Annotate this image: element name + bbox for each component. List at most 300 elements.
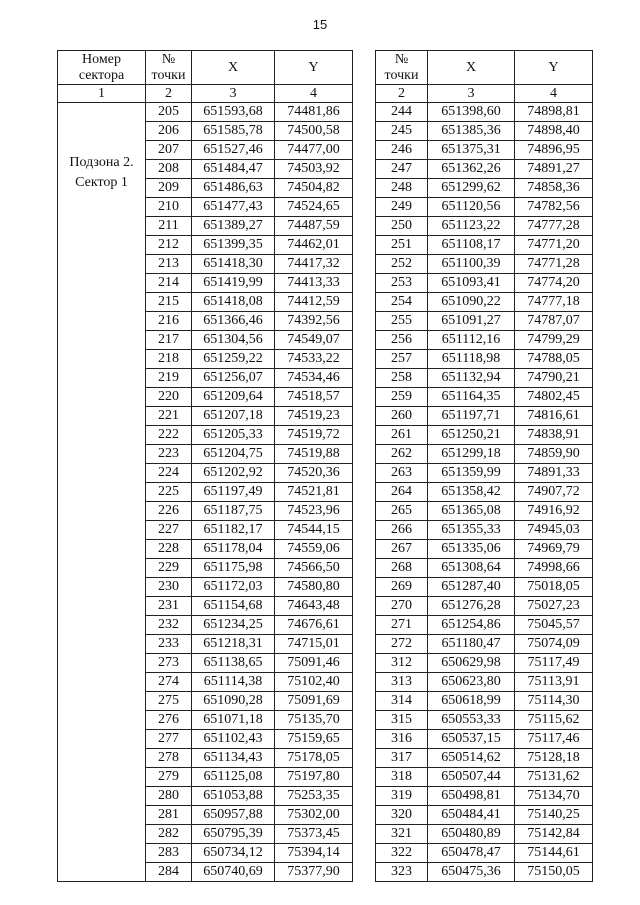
column-header: X	[192, 51, 275, 85]
table-row	[376, 312, 593, 331]
y-coordinate: 75134,70	[515, 787, 593, 806]
x-coordinate: 651053,88	[192, 787, 275, 806]
point-number: 255	[376, 312, 428, 331]
x-coordinate: 650480,89	[428, 825, 515, 844]
point-number: 277	[146, 730, 192, 749]
y-coordinate: 74907,72	[515, 483, 593, 502]
y-coordinate: 74477,00	[275, 141, 353, 160]
x-coordinate: 651362,26	[428, 160, 515, 179]
column-header: X	[428, 51, 515, 85]
table-row	[376, 445, 593, 464]
table-row	[376, 483, 593, 502]
y-coordinate: 74643,48	[275, 597, 353, 616]
point-number: 246	[376, 141, 428, 160]
point-number: 217	[146, 331, 192, 350]
y-coordinate: 74487,59	[275, 217, 353, 236]
x-coordinate: 651486,63	[192, 179, 275, 198]
point-number: 230	[146, 578, 192, 597]
point-number: 225	[146, 483, 192, 502]
x-coordinate: 651091,27	[428, 312, 515, 331]
x-coordinate: 651276,28	[428, 597, 515, 616]
table-row	[376, 521, 593, 540]
column-number-row	[376, 85, 593, 103]
table-row	[376, 559, 593, 578]
x-coordinate: 651209,64	[192, 388, 275, 407]
table-row	[376, 768, 593, 787]
y-coordinate: 74417,32	[275, 255, 353, 274]
y-coordinate: 74523,96	[275, 502, 353, 521]
point-number: 278	[146, 749, 192, 768]
y-coordinate: 74898,81	[515, 103, 593, 122]
x-coordinate: 651355,33	[428, 521, 515, 540]
point-number: 232	[146, 616, 192, 635]
x-coordinate: 650478,47	[428, 844, 515, 863]
x-coordinate: 651197,71	[428, 407, 515, 426]
point-number: 227	[146, 521, 192, 540]
y-coordinate: 74816,61	[515, 407, 593, 426]
point-number: 314	[376, 692, 428, 711]
y-coordinate: 74969,79	[515, 540, 593, 559]
point-number: 271	[376, 616, 428, 635]
y-coordinate: 74777,18	[515, 293, 593, 312]
x-coordinate: 651093,41	[428, 274, 515, 293]
table-row	[376, 122, 593, 141]
point-number: 218	[146, 350, 192, 369]
x-coordinate: 651385,36	[428, 122, 515, 141]
x-coordinate: 651299,18	[428, 445, 515, 464]
point-number: 229	[146, 559, 192, 578]
y-coordinate: 74998,66	[515, 559, 593, 578]
point-number: 258	[376, 369, 428, 388]
y-coordinate: 75113,91	[515, 673, 593, 692]
x-coordinate: 651335,06	[428, 540, 515, 559]
y-coordinate: 74891,27	[515, 160, 593, 179]
y-coordinate: 74518,57	[275, 388, 353, 407]
point-number: 250	[376, 217, 428, 236]
point-number: 282	[146, 825, 192, 844]
point-number: 206	[146, 122, 192, 141]
left-coordinates-table	[57, 50, 353, 882]
y-coordinate: 74771,28	[515, 255, 593, 274]
y-coordinate: 74534,46	[275, 369, 353, 388]
x-coordinate: 651100,39	[428, 255, 515, 274]
point-number: 264	[376, 483, 428, 502]
table-row	[376, 255, 593, 274]
x-coordinate: 651218,31	[192, 635, 275, 654]
x-coordinate: 650507,44	[428, 768, 515, 787]
x-coordinate: 651164,35	[428, 388, 515, 407]
table-row	[376, 160, 593, 179]
y-coordinate: 74771,20	[515, 236, 593, 255]
table-row	[376, 274, 593, 293]
table-row	[376, 692, 593, 711]
column-number-row	[58, 85, 353, 103]
point-number: 323	[376, 863, 428, 882]
x-coordinate: 650498,81	[428, 787, 515, 806]
x-coordinate: 650740,69	[192, 863, 275, 882]
point-number: 244	[376, 103, 428, 122]
y-coordinate: 75142,84	[515, 825, 593, 844]
y-coordinate: 74788,05	[515, 350, 593, 369]
x-coordinate: 650623,80	[428, 673, 515, 692]
table-row	[376, 673, 593, 692]
table-row	[376, 863, 593, 882]
x-coordinate: 650475,36	[428, 863, 515, 882]
y-coordinate: 75394,14	[275, 844, 353, 863]
point-number: 274	[146, 673, 192, 692]
point-number: 251	[376, 236, 428, 255]
y-coordinate: 74799,29	[515, 331, 593, 350]
y-coordinate: 74503,92	[275, 160, 353, 179]
y-coordinate: 74945,03	[515, 521, 593, 540]
point-number: 220	[146, 388, 192, 407]
x-coordinate: 651205,33	[192, 426, 275, 445]
x-coordinate: 651154,68	[192, 597, 275, 616]
point-number: 267	[376, 540, 428, 559]
column-header: Y	[515, 51, 593, 85]
table-row	[376, 388, 593, 407]
point-number: 228	[146, 540, 192, 559]
y-coordinate: 75114,30	[515, 692, 593, 711]
x-coordinate: 651108,17	[428, 236, 515, 255]
point-number: 284	[146, 863, 192, 882]
column-header: Номер сектора	[58, 51, 146, 85]
y-coordinate: 75253,35	[275, 787, 353, 806]
table-row	[376, 369, 593, 388]
table-row	[376, 179, 593, 198]
x-coordinate: 651090,22	[428, 293, 515, 312]
y-coordinate: 75102,40	[275, 673, 353, 692]
table-row	[376, 844, 593, 863]
table-row	[376, 749, 593, 768]
table-row	[376, 502, 593, 521]
point-number: 312	[376, 654, 428, 673]
x-coordinate: 651118,98	[428, 350, 515, 369]
point-number: 245	[376, 122, 428, 141]
x-coordinate: 651132,94	[428, 369, 515, 388]
y-coordinate: 75373,45	[275, 825, 353, 844]
point-number: 209	[146, 179, 192, 198]
x-coordinate: 650553,33	[428, 711, 515, 730]
x-coordinate: 651250,21	[428, 426, 515, 445]
header-row	[58, 51, 353, 85]
x-coordinate: 651204,75	[192, 445, 275, 464]
x-coordinate: 651375,31	[428, 141, 515, 160]
y-coordinate: 74520,36	[275, 464, 353, 483]
column-header: Y	[275, 51, 353, 85]
y-coordinate: 74549,07	[275, 331, 353, 350]
x-coordinate: 651259,22	[192, 350, 275, 369]
y-coordinate: 74715,01	[275, 635, 353, 654]
x-coordinate: 651197,49	[192, 483, 275, 502]
x-coordinate: 651234,25	[192, 616, 275, 635]
x-coordinate: 650537,15	[428, 730, 515, 749]
point-number: 231	[146, 597, 192, 616]
point-number: 215	[146, 293, 192, 312]
y-coordinate: 74838,91	[515, 426, 593, 445]
table-row	[376, 787, 593, 806]
x-coordinate: 651299,62	[428, 179, 515, 198]
table-row	[376, 293, 593, 312]
x-coordinate: 650629,98	[428, 654, 515, 673]
point-number: 273	[146, 654, 192, 673]
x-coordinate: 651125,08	[192, 768, 275, 787]
y-coordinate: 74676,61	[275, 616, 353, 635]
point-number: 268	[376, 559, 428, 578]
y-coordinate: 74891,33	[515, 464, 593, 483]
y-coordinate: 75131,62	[515, 768, 593, 787]
y-coordinate: 75115,62	[515, 711, 593, 730]
point-number: 272	[376, 635, 428, 654]
x-coordinate: 651175,98	[192, 559, 275, 578]
y-coordinate: 74858,36	[515, 179, 593, 198]
point-number: 257	[376, 350, 428, 369]
x-coordinate: 651090,28	[192, 692, 275, 711]
x-coordinate: 651202,92	[192, 464, 275, 483]
y-coordinate: 74504,82	[275, 179, 353, 198]
point-number: 208	[146, 160, 192, 179]
y-coordinate: 75045,57	[515, 616, 593, 635]
point-number: 249	[376, 198, 428, 217]
x-coordinate: 651187,75	[192, 502, 275, 521]
point-number: 279	[146, 768, 192, 787]
y-coordinate: 74777,28	[515, 217, 593, 236]
y-coordinate: 74413,33	[275, 274, 353, 293]
y-coordinate: 74566,50	[275, 559, 353, 578]
table-row	[376, 331, 593, 350]
point-number: 283	[146, 844, 192, 863]
x-coordinate: 651304,56	[192, 331, 275, 350]
point-number: 248	[376, 179, 428, 198]
x-coordinate: 651182,17	[192, 521, 275, 540]
y-coordinate: 74519,23	[275, 407, 353, 426]
x-coordinate: 650484,41	[428, 806, 515, 825]
point-number: 253	[376, 274, 428, 293]
table-row	[376, 540, 593, 559]
y-coordinate: 75117,49	[515, 654, 593, 673]
y-coordinate: 74859,90	[515, 445, 593, 464]
x-coordinate: 651102,43	[192, 730, 275, 749]
point-number: 322	[376, 844, 428, 863]
y-coordinate: 75018,05	[515, 578, 593, 597]
y-coordinate: 75178,05	[275, 749, 353, 768]
y-coordinate: 75117,46	[515, 730, 593, 749]
column-number: 2	[376, 85, 428, 103]
point-number: 266	[376, 521, 428, 540]
point-number: 211	[146, 217, 192, 236]
x-coordinate: 651358,42	[428, 483, 515, 502]
x-coordinate: 651365,08	[428, 502, 515, 521]
x-coordinate: 651178,04	[192, 540, 275, 559]
x-coordinate: 651308,64	[428, 559, 515, 578]
y-coordinate: 74519,72	[275, 426, 353, 445]
x-coordinate: 651256,07	[192, 369, 275, 388]
y-coordinate: 74481,86	[275, 103, 353, 122]
table-row	[376, 217, 593, 236]
x-coordinate: 650734,12	[192, 844, 275, 863]
x-coordinate: 651287,40	[428, 578, 515, 597]
y-coordinate: 74898,40	[515, 122, 593, 141]
point-number: 247	[376, 160, 428, 179]
x-coordinate: 651484,47	[192, 160, 275, 179]
column-header: № точки	[146, 51, 192, 85]
y-coordinate: 74802,45	[515, 388, 593, 407]
x-coordinate: 651114,38	[192, 673, 275, 692]
point-number: 256	[376, 331, 428, 350]
y-coordinate: 75091,69	[275, 692, 353, 711]
y-coordinate: 75027,23	[515, 597, 593, 616]
x-coordinate: 651399,35	[192, 236, 275, 255]
y-coordinate: 75159,65	[275, 730, 353, 749]
point-number: 254	[376, 293, 428, 312]
point-number: 214	[146, 274, 192, 293]
point-number: 316	[376, 730, 428, 749]
table-row	[376, 464, 593, 483]
x-coordinate: 651418,30	[192, 255, 275, 274]
table-row	[376, 730, 593, 749]
y-coordinate: 75302,00	[275, 806, 353, 825]
y-coordinate: 74533,22	[275, 350, 353, 369]
point-number: 207	[146, 141, 192, 160]
table-row	[376, 578, 593, 597]
x-coordinate: 651180,47	[428, 635, 515, 654]
table-row	[58, 103, 353, 122]
x-coordinate: 651593,68	[192, 103, 275, 122]
x-coordinate: 651123,22	[428, 217, 515, 236]
x-coordinate: 651585,78	[192, 122, 275, 141]
table-row	[376, 806, 593, 825]
point-number: 280	[146, 787, 192, 806]
right-coordinates-table	[375, 50, 593, 882]
column-number: 4	[515, 85, 593, 103]
x-coordinate: 651071,18	[192, 711, 275, 730]
sector-label	[58, 103, 146, 882]
table-row	[376, 711, 593, 730]
sector-label-text: Подзона 2. Сектор 1	[69, 155, 134, 190]
table-row	[376, 616, 593, 635]
y-coordinate: 75150,05	[515, 863, 593, 882]
y-coordinate: 75377,90	[275, 863, 353, 882]
point-number: 275	[146, 692, 192, 711]
point-number: 265	[376, 502, 428, 521]
y-coordinate: 74774,20	[515, 274, 593, 293]
point-number: 233	[146, 635, 192, 654]
point-number: 263	[376, 464, 428, 483]
x-coordinate: 650514,62	[428, 749, 515, 768]
column-number: 3	[428, 85, 515, 103]
y-coordinate: 75074,09	[515, 635, 593, 654]
point-number: 205	[146, 103, 192, 122]
x-coordinate: 651359,99	[428, 464, 515, 483]
table-row	[376, 236, 593, 255]
point-number: 212	[146, 236, 192, 255]
point-number: 260	[376, 407, 428, 426]
x-coordinate: 651120,56	[428, 198, 515, 217]
point-number: 222	[146, 426, 192, 445]
y-coordinate: 75135,70	[275, 711, 353, 730]
point-number: 219	[146, 369, 192, 388]
point-number: 276	[146, 711, 192, 730]
x-coordinate: 651419,99	[192, 274, 275, 293]
table-row	[376, 597, 593, 616]
point-number: 318	[376, 768, 428, 787]
point-number: 281	[146, 806, 192, 825]
y-coordinate: 75197,80	[275, 768, 353, 787]
y-coordinate: 74524,65	[275, 198, 353, 217]
column-number: 2	[146, 85, 192, 103]
point-number: 319	[376, 787, 428, 806]
column-number: 1	[58, 85, 146, 103]
x-coordinate: 650957,88	[192, 806, 275, 825]
x-coordinate: 651254,86	[428, 616, 515, 635]
x-coordinate: 651477,43	[192, 198, 275, 217]
column-header: № точки	[376, 51, 428, 85]
point-number: 216	[146, 312, 192, 331]
point-number: 313	[376, 673, 428, 692]
x-coordinate: 651207,18	[192, 407, 275, 426]
x-coordinate: 651172,03	[192, 578, 275, 597]
point-number: 315	[376, 711, 428, 730]
y-coordinate: 74412,59	[275, 293, 353, 312]
point-number: 223	[146, 445, 192, 464]
y-coordinate: 74790,21	[515, 369, 593, 388]
table-row	[376, 350, 593, 369]
point-number: 262	[376, 445, 428, 464]
point-number: 226	[146, 502, 192, 521]
table-row	[376, 635, 593, 654]
point-number: 259	[376, 388, 428, 407]
x-coordinate: 651366,46	[192, 312, 275, 331]
point-number: 221	[146, 407, 192, 426]
y-coordinate: 74559,06	[275, 540, 353, 559]
point-number: 210	[146, 198, 192, 217]
y-coordinate: 74916,92	[515, 502, 593, 521]
y-coordinate: 75140,25	[515, 806, 593, 825]
x-coordinate: 651138,65	[192, 654, 275, 673]
table-row	[376, 654, 593, 673]
y-coordinate: 74462,01	[275, 236, 353, 255]
y-coordinate: 74521,81	[275, 483, 353, 502]
point-number: 317	[376, 749, 428, 768]
point-number: 224	[146, 464, 192, 483]
table-row	[376, 825, 593, 844]
table-row	[376, 103, 593, 122]
y-coordinate: 74544,15	[275, 521, 353, 540]
y-coordinate: 74782,56	[515, 198, 593, 217]
table-row	[376, 426, 593, 445]
y-coordinate: 74896,95	[515, 141, 593, 160]
x-coordinate: 651398,60	[428, 103, 515, 122]
point-number: 321	[376, 825, 428, 844]
x-coordinate: 651418,08	[192, 293, 275, 312]
point-number: 213	[146, 255, 192, 274]
y-coordinate: 74787,07	[515, 312, 593, 331]
point-number: 261	[376, 426, 428, 445]
y-coordinate: 75128,18	[515, 749, 593, 768]
point-number: 320	[376, 806, 428, 825]
x-coordinate: 651389,27	[192, 217, 275, 236]
point-number: 252	[376, 255, 428, 274]
x-coordinate: 651134,43	[192, 749, 275, 768]
column-number: 3	[192, 85, 275, 103]
table-row	[376, 407, 593, 426]
x-coordinate: 651112,16	[428, 331, 515, 350]
column-number: 4	[275, 85, 353, 103]
y-coordinate: 74580,80	[275, 578, 353, 597]
y-coordinate: 74519,88	[275, 445, 353, 464]
x-coordinate: 650618,99	[428, 692, 515, 711]
y-coordinate: 75091,46	[275, 654, 353, 673]
